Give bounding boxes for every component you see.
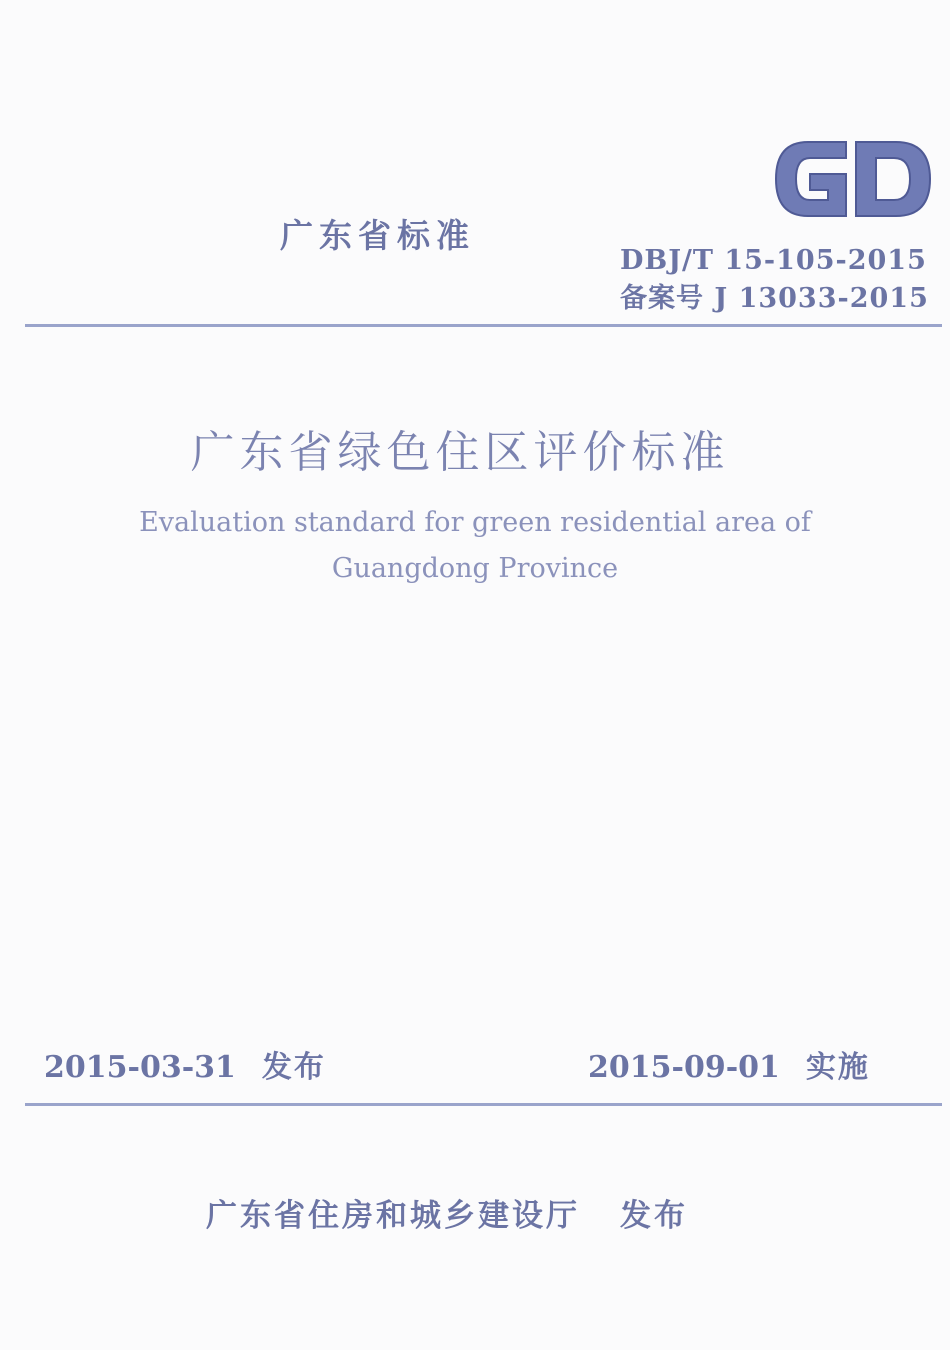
publisher-action: 发布 [620,1198,688,1234]
implementation-date-block [588,1042,870,1086]
publisher-name: 广东省住房和城乡建设厅 [206,1198,580,1234]
series-label: 广东省标准 [280,216,475,255]
standard-number: DBJ/T 15-105-2015 [620,245,927,276]
issue-date: 2015-03-31 [44,1050,236,1085]
gd-logo [768,134,938,224]
issue-label: 发布 [261,1050,326,1085]
issue-date-block [44,1042,326,1086]
title-english-line1: Evaluation standard for green residential area of [139,507,811,538]
publisher-block [206,1190,688,1235]
top-divider [25,324,942,327]
title-english-line2: Guangdong Province [331,553,619,584]
implementation-date: 2015-09-01 [588,1050,780,1085]
title-english [120,500,830,592]
implementation-label: 实施 [805,1050,870,1085]
bottom-divider [25,1103,942,1106]
record-number: 备案号 J 13033-2015 [620,283,929,314]
title-chinese: 广东省绿色住区评价标准 [190,427,730,478]
standard-number-block [620,242,929,318]
